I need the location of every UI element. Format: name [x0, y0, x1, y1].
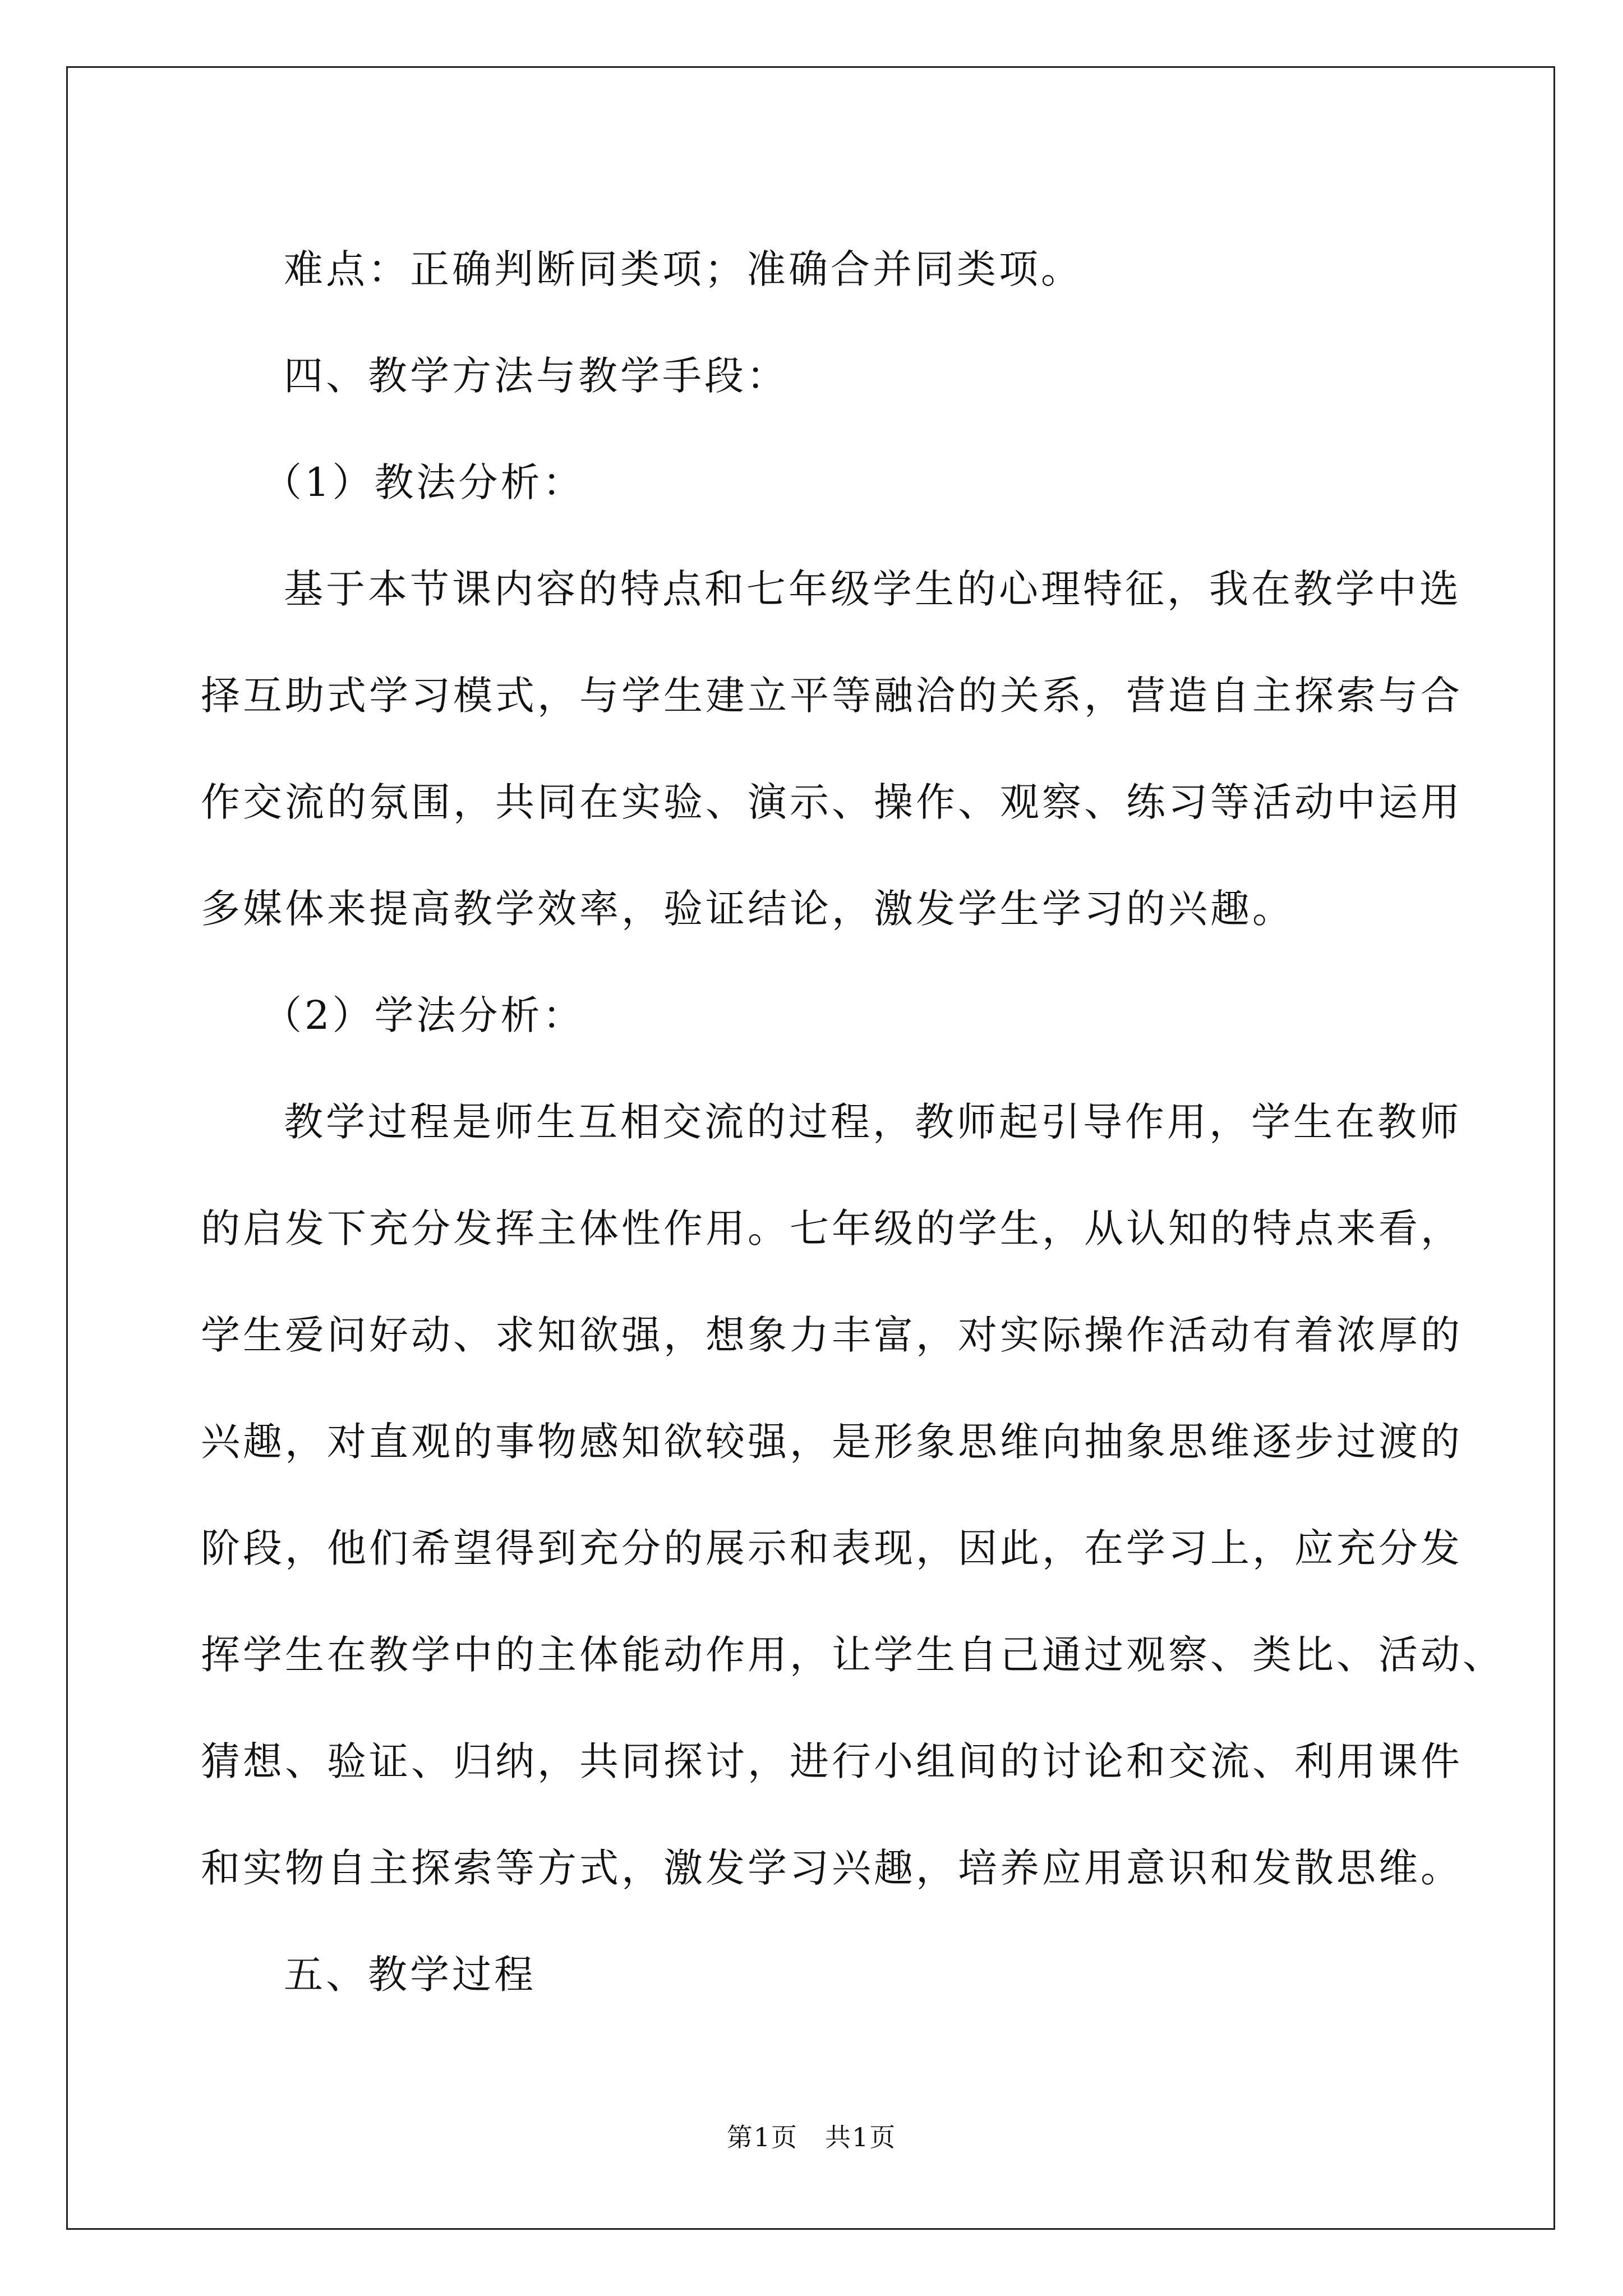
page-footer	[0, 2120, 1623, 2154]
text-line: 阶段，他们希望得到充分的展示和表现，因此，在学习上，应充分发	[201, 1525, 1463, 1571]
subsection-heading: （1）教法分析：	[262, 459, 585, 505]
text-line: 学生爱问好动、求知欲强，想象力丰富，对实际操作活动有着浓厚的	[201, 1312, 1463, 1358]
total-pages: 共1页	[825, 2122, 897, 2152]
document-text	[201, 216, 1505, 2028]
text-line: 基于本节课内容的特点和七年级学生的心理特征，我在教学中选	[284, 566, 1461, 612]
text-line: 和实物自主探索等方式，激发学习兴趣，培养应用意识和发散思维。	[201, 1845, 1463, 1891]
text-line: 挥学生在教学中的主体能动作用，让学生自己通过观察、类比、活动、	[201, 1632, 1505, 1678]
document-body	[201, 216, 1505, 2028]
page-number: 第1页	[726, 2122, 798, 2152]
section-heading: 四、教学方法与教学手段：	[284, 353, 789, 399]
text-line: 兴趣，对直观的事物感知欲较强，是形象思维向抽象思维逐步过渡的	[201, 1419, 1463, 1465]
text-line: 择互助式学习模式，与学生建立平等融洽的关系，营造自主探索与合	[201, 673, 1463, 719]
text-line: 多媒体来提高教学效率，验证结论，激发学生学习的兴趣。	[201, 886, 1294, 932]
section-heading: 五、教学过程	[284, 1952, 536, 1998]
text-line: 作交流的氛围，共同在实验、演示、操作、观察、练习等活动中运用	[201, 779, 1463, 825]
subsection-heading: （2）学法分析：	[262, 992, 585, 1038]
text-line: 难点：正确判断同类项；准确合并同类项。	[284, 246, 1083, 292]
text-line: 教学过程是师生互相交流的过程，教师起引导作用，学生在教师	[284, 1099, 1461, 1145]
text-line: 的启发下充分发挥主体性作用。七年级的学生，从认知的特点来看，	[201, 1205, 1463, 1251]
text-line: 猜想、验证、归纳，共同探讨，进行小组间的讨论和交流、利用课件	[201, 1738, 1463, 1784]
